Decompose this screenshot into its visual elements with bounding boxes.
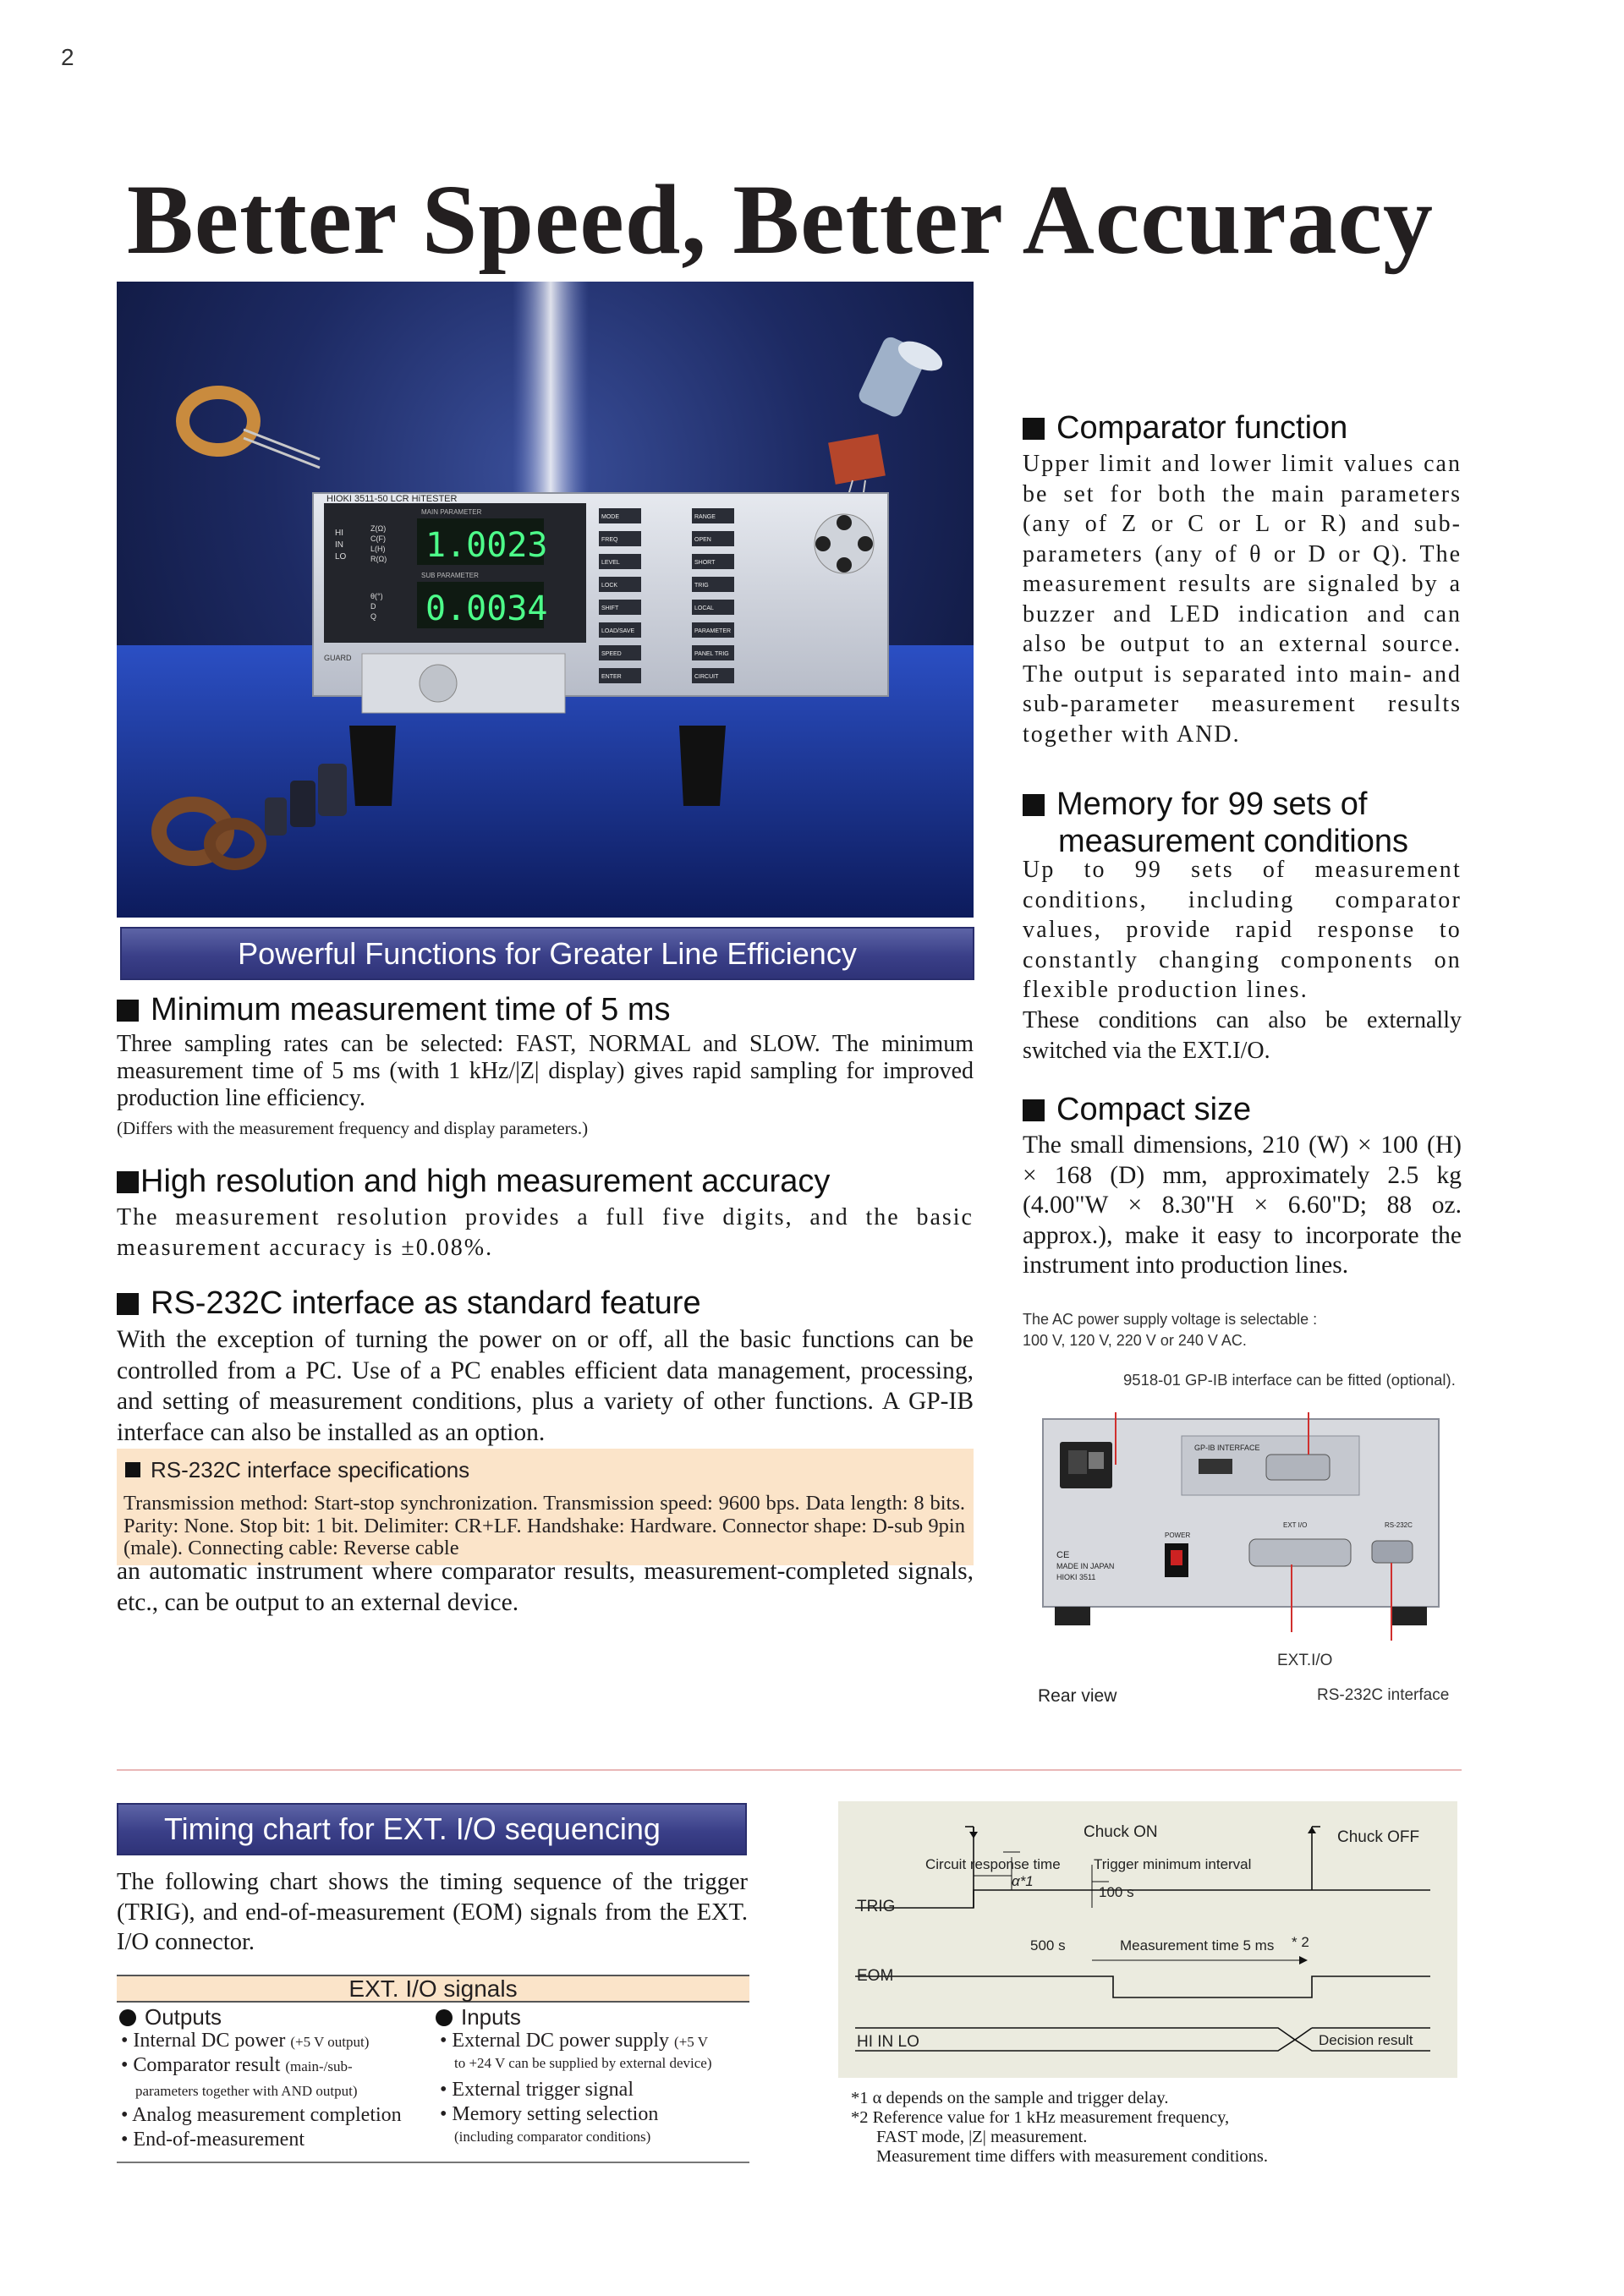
timing-diagram bbox=[838, 1801, 1457, 2078]
svg-text:HIOKI 3511: HIOKI 3511 bbox=[1056, 1573, 1096, 1581]
rs232c-interface-label: RS-232C interface bbox=[1317, 1686, 1450, 1704]
svg-text:D: D bbox=[370, 602, 376, 611]
product-photo bbox=[117, 282, 974, 918]
circuit-response-label: Circuit response time bbox=[925, 1856, 1061, 1872]
decision-waveform-top bbox=[855, 2028, 1312, 2040]
heading-high-resolution: High resolution and high measurement accuracy bbox=[117, 1164, 830, 1200]
timing-banner bbox=[117, 1803, 747, 1855]
chuck-off-label: Chuck OFF bbox=[1337, 1828, 1420, 1846]
input-item-sub: (including comparator conditions) bbox=[454, 2129, 651, 2145]
svg-text:GP-IB INTERFACE: GP-IB INTERFACE bbox=[1194, 1444, 1260, 1452]
svg-text:R(Ω): R(Ω) bbox=[370, 555, 387, 563]
rs232c-spec-title: RS-232C interface specifications bbox=[125, 1457, 469, 1483]
heading-comparator: Comparator function bbox=[1023, 410, 1347, 447]
panel-button-label: PARAMETER bbox=[694, 628, 732, 634]
svg-text:CE: CE bbox=[1056, 1550, 1070, 1560]
input-item: • External trigger signal bbox=[440, 2079, 634, 2101]
output-item: • Analog measurement completion bbox=[121, 2104, 402, 2126]
t500-label: 500 s bbox=[1030, 1937, 1066, 1954]
hi-in-lo-label: HI IN LO bbox=[857, 2033, 919, 2051]
min-measurement-body: Three sampling rates can be selected: FAST, NORMAL and SLOW. The minimum measurement time of 5 ms (with 1 kHz/|Z| display) gives rapid sampling for improved production line efficiency. bbox=[117, 1031, 974, 1111]
heading-rs232c: RS-232C interface as standard feature bbox=[117, 1285, 701, 1322]
electrolytic-capacitor bbox=[856, 335, 946, 419]
panel-button-label: ENTER bbox=[601, 674, 622, 680]
panel-button-label: FREQ bbox=[601, 537, 618, 543]
sub-lcd-reading: 0.0034 bbox=[425, 589, 548, 628]
functions-banner bbox=[120, 927, 974, 980]
svg-text:MADE IN JAPAN: MADE IN JAPAN bbox=[1056, 1562, 1115, 1570]
panel-button-label: SPEED bbox=[601, 651, 622, 657]
svg-text:HI: HI bbox=[335, 529, 343, 538]
svg-text:LO: LO bbox=[335, 552, 347, 562]
square-bullet-icon bbox=[125, 1462, 140, 1477]
heading-compact: Compact size bbox=[1023, 1092, 1251, 1128]
output-item: • End-of-measurement bbox=[121, 2129, 304, 2151]
memory-body-2: These conditions can also be externally switched via the EXT.I/O. bbox=[1023, 1007, 1462, 1064]
square-bullet-icon bbox=[117, 1171, 139, 1193]
eom-waveform bbox=[855, 1976, 1430, 1997]
square-bullet-icon bbox=[1023, 794, 1045, 816]
panel-button-label: LOCAL bbox=[694, 606, 714, 611]
compact-body: The small dimensions, 210 (W) × 100 (H) × 168 (D) mm, approximately 2.5 kg (4.00"W × 8.30"H × 6.60"D; 88 oz. approx.), make it easy to incorporate the instrument into production lines. bbox=[1023, 1132, 1462, 1279]
eom-label: EOM bbox=[857, 1967, 894, 1985]
square-bullet-icon bbox=[117, 1293, 139, 1315]
svg-text:IN: IN bbox=[335, 540, 343, 550]
bullet-dot-icon bbox=[119, 2009, 136, 2026]
panel-brand: HIOKI 3511-50 LCR HiTESTER bbox=[326, 494, 458, 504]
square-bullet-icon bbox=[1023, 1099, 1045, 1121]
ac-supply-note-1: The AC power supply voltage is selectable : bbox=[1023, 1311, 1318, 1328]
svg-text:MAIN PARAMETER: MAIN PARAMETER bbox=[421, 508, 482, 516]
trigger-min-value: 100 s bbox=[1099, 1884, 1134, 1900]
svg-text:GUARD: GUARD bbox=[324, 654, 352, 662]
min-measurement-note: (Differs with the measurement frequency and display parameters.) bbox=[117, 1118, 589, 1138]
gpib-option-note: 9518-01 GP-IB interface can be fitted (optional). bbox=[1123, 1371, 1456, 1389]
bullet-dot-icon bbox=[436, 2009, 453, 2026]
timing-chart bbox=[838, 1801, 1457, 2078]
footnote-2-cont: FAST mode, |Z| measurement. bbox=[876, 2128, 1088, 2146]
panel-button-label: SHIFT bbox=[601, 606, 619, 611]
footnote-1: *1 α depends on the sample and trigger delay. bbox=[851, 2089, 1169, 2107]
ac-supply-note-2: 100 V, 120 V, 220 V or 240 V AC. bbox=[1023, 1332, 1247, 1349]
signals-bottom-rule bbox=[117, 2162, 749, 2163]
svg-text:SUB PARAMETER: SUB PARAMETER bbox=[421, 572, 479, 579]
output-item-sub: parameters together with AND output) bbox=[135, 2083, 358, 2099]
measurement-time-mark: * 2 bbox=[1292, 1934, 1309, 1950]
rs232c-spec-box bbox=[117, 1449, 974, 1565]
alpha-label: α*1 bbox=[1012, 1873, 1034, 1889]
outputs-title: Outputs bbox=[119, 2004, 222, 2030]
heading-memory: Memory for 99 sets of bbox=[1023, 786, 1367, 823]
decision-result-label: Decision result bbox=[1319, 2032, 1413, 2048]
rear-panel-illustration bbox=[1038, 1412, 1444, 1641]
panel-button-label: LOAD/SAVE bbox=[601, 628, 635, 634]
timing-intro: The following chart shows the timing sequence of the trigger (TRIG), and end-of-measurement (EOM) signals from the EXT. I/O connector. bbox=[117, 1869, 748, 1955]
panel-button-label: OPEN bbox=[694, 537, 711, 543]
functions-banner-label: Powerful Functions for Greater Line Efficiency bbox=[238, 936, 857, 971]
panel-button-label: PANEL TRIG bbox=[694, 651, 729, 657]
measurement-time-label: Measurement time 5 ms bbox=[1120, 1937, 1275, 1954]
rear-view-caption: Rear view bbox=[1038, 1686, 1117, 1706]
svg-text:Z(Ω): Z(Ω) bbox=[370, 524, 387, 533]
trig-label: TRIG bbox=[857, 1898, 896, 1915]
panel-button-label: RANGE bbox=[694, 514, 716, 520]
input-item-sub: to +24 V can be supplied by external device) bbox=[454, 2055, 712, 2071]
panel-button-label: SHORT bbox=[694, 560, 716, 566]
svg-text:C(F): C(F) bbox=[370, 534, 386, 543]
comparator-body: Upper limit and lower limit values can be set for both the main parameters (any of Z or C or L or R) and sub-parameters (any of θ or D or Q). The measurement results are signaled by a buzzer and LED indication and can also be output to an external source. The output is separated into main- and sub-parameter measurement results together with AND. bbox=[1023, 451, 1462, 748]
svg-text:POWER: POWER bbox=[1165, 1532, 1191, 1539]
main-lcd-reading: 1.0023 bbox=[425, 526, 548, 565]
svg-text:L(H): L(H) bbox=[370, 545, 386, 553]
svg-text:θ(°): θ(°) bbox=[370, 592, 383, 600]
panel-button-label: LEVEL bbox=[601, 560, 620, 566]
heading-memory-line2: measurement conditions bbox=[1058, 824, 1408, 859]
output-item: • Internal DC power (+5 V output) bbox=[121, 2030, 370, 2052]
page-number: 2 bbox=[61, 44, 74, 70]
trig-waveform bbox=[855, 1890, 1312, 1908]
high-resolution-body: The measurement resolution provides a full five digits, and the basic measurement accuracy is ±0.08%. bbox=[117, 1204, 974, 1261]
toroid-coil-top bbox=[183, 392, 320, 468]
rs232c-body: With the exception of turning the power on or off, all the basic functions can be controlled from a PC. Use of a PC enables efficient data management, processing, and setting of measurement conditions, plus a variety of other functions. A GP-IB interface can also be installed as an option. bbox=[117, 1326, 974, 1446]
rear-view-photo bbox=[1038, 1412, 1444, 1641]
page-title: Better Speed, Better Accuracy bbox=[127, 164, 1435, 275]
panel-button-label: CIRCUIT bbox=[694, 674, 719, 680]
ext-io-label: EXT.I/O bbox=[1277, 1652, 1333, 1669]
ext-io-signals-header: EXT. I/O signals bbox=[117, 1975, 749, 2003]
timing-banner-label: Timing chart for EXT. I/O sequencing bbox=[164, 1811, 661, 1846]
square-bullet-icon bbox=[1023, 418, 1045, 440]
svg-text:Q: Q bbox=[370, 612, 377, 621]
rs232c-continued: an automatic instrument where comparator results, measurement-completed signals, etc., can be output to an external device. bbox=[117, 1558, 974, 1616]
square-bullet-icon bbox=[117, 1000, 139, 1022]
inputs-title: Inputs bbox=[436, 2004, 521, 2030]
panel-button-label: LOCK bbox=[601, 583, 618, 589]
output-item: • Comparator result (main-/sub- bbox=[121, 2054, 353, 2076]
section-divider bbox=[117, 1769, 1462, 1771]
input-item: • External DC power supply (+5 V bbox=[440, 2030, 708, 2052]
footnote-2-cont2: Measurement time differs with measurement conditions. bbox=[876, 2147, 1269, 2166]
panel-button-label: TRIG bbox=[694, 583, 709, 589]
lcr-meter-illustration bbox=[117, 282, 974, 918]
rs232c-spec-body: Transmission method: Start-stop synchronization. Transmission speed: 9600 bps. Data length: 8 bits. Parity: None. Stop bit: 1 bit. Delimiter: CR+LF. Handshake: Hardware. Connector shape: D-sub 9pin (male). Connecting cable: Reverse cable bbox=[123, 1492, 965, 1559]
svg-text:EXT I/O: EXT I/O bbox=[1283, 1521, 1308, 1529]
input-item: • Memory setting selection bbox=[440, 2103, 659, 2125]
chuck-on-label: Chuck ON bbox=[1084, 1823, 1158, 1841]
panel-button-label: MODE bbox=[601, 514, 619, 520]
trigger-min-label: Trigger minimum interval bbox=[1094, 1856, 1252, 1872]
heading-min-measurement: Minimum measurement time of 5 ms bbox=[117, 992, 671, 1028]
svg-text:RS-232C: RS-232C bbox=[1385, 1521, 1413, 1529]
footnote-2: *2 Reference value for 1 kHz measurement frequency, bbox=[851, 2108, 1230, 2127]
memory-body: Up to 99 sets of measurement conditions, including comparator values, provide rapid response to constantly changing components on flexible production lines. bbox=[1023, 857, 1462, 1003]
